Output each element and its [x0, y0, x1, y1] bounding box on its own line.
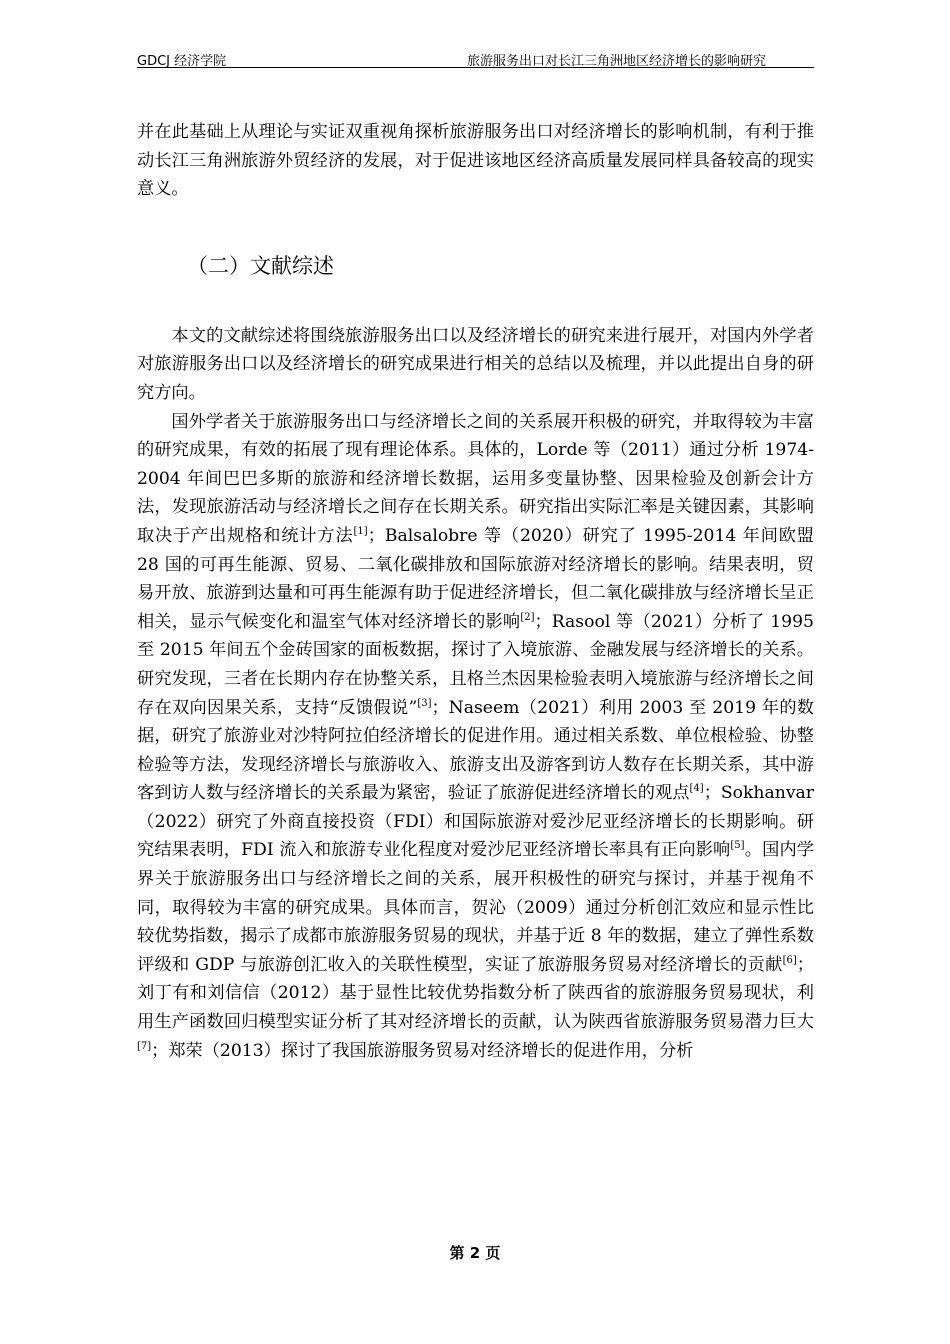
- header-institution: GDCJ 经济学院: [137, 54, 227, 69]
- header-paper-title: 旅游服务出口对长江三角洲地区经济增长的影响研究: [466, 54, 766, 69]
- paragraph-text: 国外学者关于旅游服务出口与经济增长之间的关系展开积极的研究，并取得较为丰富的研究成果，有效的拓展了现有理论体系。具体的，Lorde 等（2011）通过分析 1974-2004 年间巴巴多斯的旅游和经济增长数据，运用多变量协整、因果检验及创新会计方法，发现旅游活动与经济增长之间存在长期关系。研究指出实际汇率是关键因素，其影响取决于产出规格和统计方法: [137, 411, 814, 546]
- citation-5: [5]: [730, 840, 745, 852]
- citation-2: [2]: [520, 611, 535, 623]
- paragraph-text: ；刘丁有和刘信信（2012）基于显性比较优势指数分析了陕西省的旅游服务贸易现状，利用生产函数回归模型实证分析了其对经济增长的贡献，认为陕西省旅游服务贸易潜力巨大: [137, 954, 814, 1033]
- paragraph-text: ；Sokhanvar（2022）研究了外商直接投资（FDI）和国际旅游对爱沙尼亚经济增长的长期影响。研究结果表明，FDI 流入和旅游专业化程度对爱沙尼亚经济增长率具有正向影响: [137, 783, 814, 861]
- citation-3: [3]: [417, 697, 432, 709]
- review-paragraph-1: 本文的文献综述将围绕旅游服务出口以及经济增长的研究来进行展开，对国内外学者对旅游服务出口以及经济增长的研究成果进行相关的总结以及梳理，并以此提出自身的研究方向。: [137, 325, 814, 403]
- page-header: [137, 47, 814, 68]
- section-heading: （二）文献综述: [187, 253, 334, 278]
- page-body: [137, 118, 814, 1065]
- paragraph-text: ；郑荣（2013）探讨了我国旅游服务贸易对经济增长的促进作用，分析: [151, 1040, 694, 1061]
- citation-1: [1]: [353, 525, 368, 537]
- paragraph-text: ；Rasool 等（2021）分析了 1995 至 2015 年间五个金砖国家的面板数据，探讨了入境旅游、金融发展与经济增长的关系。研究发现，三者在长期内存在协整关系，且格兰杰因果检验表明入境旅游与经济增长之间存在双向因果关系，支持“反馈假说”: [137, 611, 814, 718]
- page-number: 第 2 页: [449, 1244, 501, 1262]
- paragraph-text: ；Balsalobre 等（2020）研究了 1995-2014 年间欧盟 28 国的可再生能源、贸易、二氧化碳排放和国际旅游对经济增长的影响。结果表明，贸易开放、旅游到达量和可再生能源有助于促进经济增长，但二氧化碳排放与经济增长呈正相关，显示气候变化和温室气体对经济增长的影响: [137, 525, 814, 632]
- review-paragraph-2: [137, 408, 814, 1066]
- paragraph-text: 。国内学界关于旅游服务出口与经济增长之间的关系，展开积极性的研究与探讨，并基于视角不同，取得较为丰富的研究成果。具体而言，贺沁（2009）通过分析创汇效应和显示性比较优势指数，揭示了成都市旅游服务贸易的现状，并基于近 8 年的数据，建立了弹性系数评级和 GDP 与旅游创汇收入的关联性模型，实证了旅游服务贸易对经济增长的贡献: [137, 840, 814, 975]
- citation-6: [6]: [782, 954, 797, 966]
- citation-4: [4]: [689, 783, 704, 795]
- citation-7: [7]: [137, 1040, 152, 1052]
- intro-paragraph: 并在此基础上从理论与实证双重视角探析旅游服务出口对经济增长的影响机制，有利于推动长江三角洲旅游外贸经济的发展，对于促进该地区经济高质量发展同样具备较高的现实意义。: [137, 122, 814, 200]
- paragraph-text: ；Naseem（2021）利用 2003 至 2019 年的数据，研究了旅游业对沙特阿拉伯经济增长的促进作用。通过相关系数、单位根检验、协整检验等方法，发现经济增长与旅游收入、旅游支出及游客到访人数存在长期关系，其中游客到访人数与经济增长的关系最为紧密，验证了旅游促进经济增长的观点: [137, 697, 814, 804]
